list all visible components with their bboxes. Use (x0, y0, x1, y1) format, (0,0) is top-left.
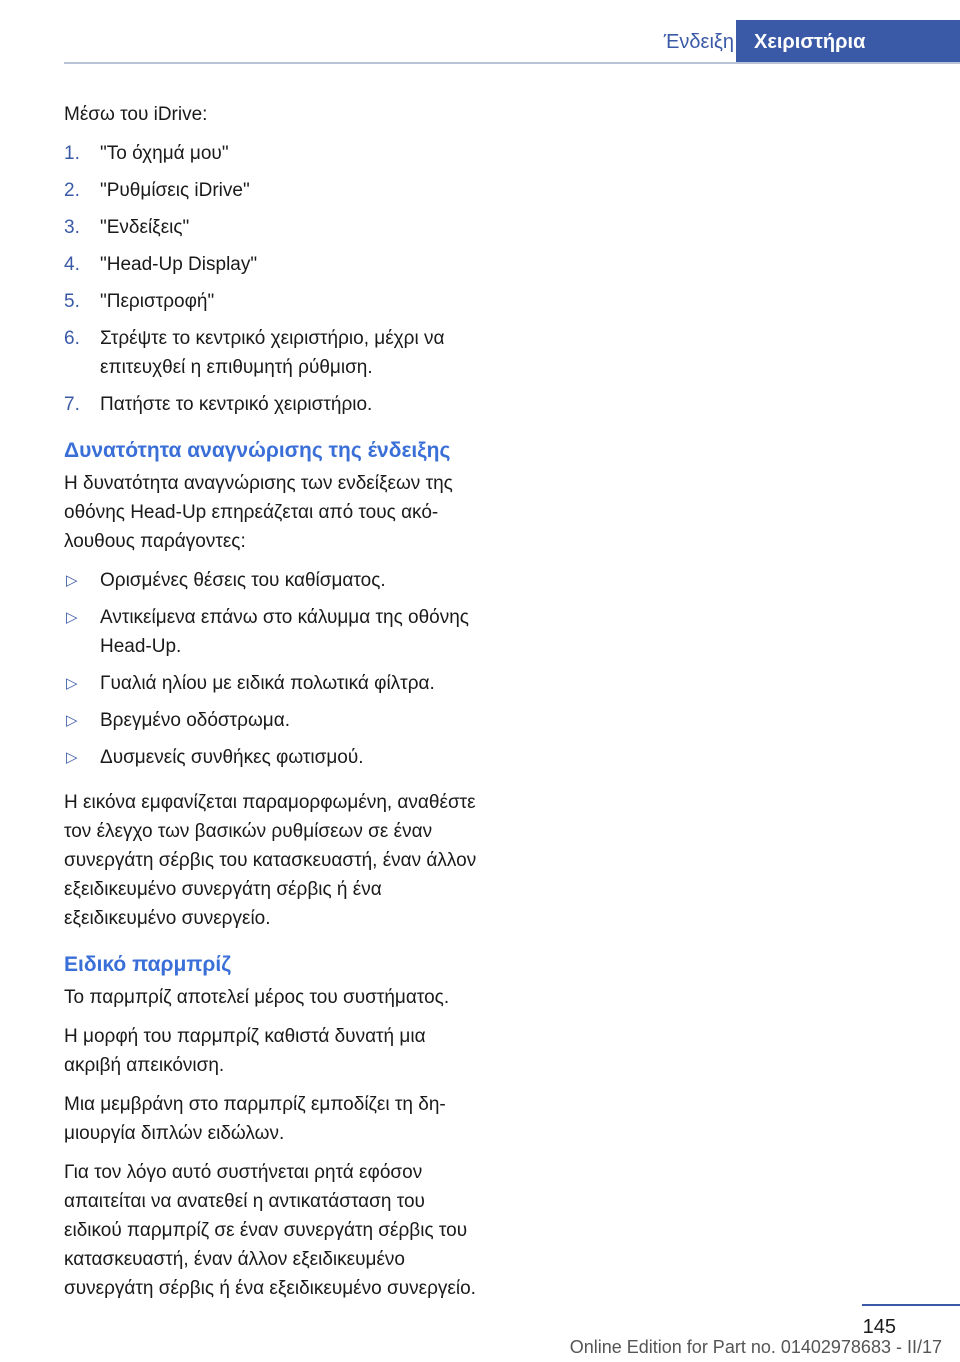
step-item (64, 287, 484, 316)
main-content (64, 100, 484, 1313)
step-number: 5. (64, 291, 80, 312)
step-number: 1. (64, 143, 80, 164)
section-heading-visibility: Δυνατότητα αναγνώρισης της ένδειξης (64, 439, 451, 462)
paragraph: Μια μεμβράνη στο παρμπρίζ εμποδίζει τη δημιουργία διπλών ειδώλων. (64, 1094, 446, 1144)
footer-edition-text: Online Edition for Part no. 01402978683 - II/17 (569, 1337, 942, 1357)
step-item (64, 176, 484, 205)
step-text: "Ρυθμίσεις iDrive" (100, 180, 250, 201)
section-outro: Η εικόνα εμφανίζεται παραμορφωμένη, αναθέστε τον έλεγχο των βασικών ρυθμίσεων σε έναν συνεργάτη σέρβις του κατασκευαστή, έναν άλλον εξειδικευμένο συνεργάτη σέρβις ή ένα εξειδικευμένο συνεργείο. (64, 792, 477, 929)
list-item-text: Ορισμένες θέσεις του καθίσματος. (100, 570, 386, 591)
step-text: Πατήστε το κεντρικό χειριστήριο. (100, 394, 373, 415)
step-text: "Head-Up Display" (100, 254, 258, 275)
paragraph: Το παρμπρίζ αποτελεί μέρος του συστήματος. (64, 987, 450, 1008)
list-item-text: Βρεγμένο οδόστρωμα. (100, 710, 291, 731)
page-number: 145 (862, 1316, 896, 1338)
steps-list (64, 139, 484, 419)
triangle-bullet-icon: ▷ (66, 609, 78, 626)
step-number: 2. (64, 180, 80, 201)
triangle-bullet-icon: ▷ (66, 749, 78, 766)
triangle-bullet-icon: ▷ (66, 675, 78, 692)
list-item (64, 743, 484, 772)
step-text: "Το όχημά μου" (100, 143, 229, 164)
step-text: "Ενδείξεις" (100, 217, 190, 238)
step-number: 3. (64, 217, 80, 238)
triangle-bullet-icon: ▷ (66, 712, 78, 729)
triangle-bullet-icon: ▷ (66, 572, 78, 589)
step-text: "Περιστροφή" (100, 291, 215, 312)
list-item-text: Αντικείμενα επάνω στο κάλυμμα της οθόνης Head-Up. (100, 607, 469, 657)
list-item-text: Δυσμενείς συνθήκες φωτισμού. (100, 747, 364, 768)
step-item (64, 324, 484, 382)
step-text: Στρέψτε το κεντρικό χειριστήριο, μέχρι να επιτευχθεί η επιθυμητή ρύθμιση. (100, 328, 445, 378)
intro-text: Μέσω του iDrive: (64, 104, 208, 125)
step-item (64, 213, 484, 242)
paragraph: Η μορφή του παρμπρίζ καθιστά δυνατή μια ακριβή απεικόνιση. (64, 1026, 426, 1076)
list-item (64, 603, 484, 661)
list-item (64, 669, 484, 698)
list-item-text: Γυαλιά ηλίου με ειδικά πολωτικά φίλτρα. (100, 673, 435, 694)
page-header (64, 20, 960, 64)
chapter-tab[interactable]: Χειριστήρια (736, 20, 960, 62)
list-item (64, 706, 484, 735)
step-number: 4. (64, 254, 80, 275)
step-number: 6. (64, 328, 80, 349)
paragraph: Για τον λόγο αυτό συστήνεται ρητά εφόσον απαιτείται να ανατεθεί η αντικατάσταση του ειδικού παρμπρίζ σε έναν συνεργάτη σέρβις του κατασκευαστή, έναν άλλον εξειδικευμένο συνεργάτη σέρβις ή ένα εξειδικευμένο συνεργείο. (64, 1162, 476, 1299)
page-number-divider (862, 1304, 960, 1306)
step-item (64, 139, 484, 168)
section-heading-windshield: Ειδικό παρμπρίζ (64, 953, 231, 976)
factors-list (64, 566, 484, 772)
section-tab[interactable]: Ένδειξη (663, 31, 734, 53)
step-item (64, 390, 484, 419)
section-intro: Η δυνατότητα αναγνώρισης των ενδείξεων της οθόνης Head-Up επηρεάζεται από τους ακόλουθους παράγοντες: (64, 473, 453, 552)
list-item (64, 566, 484, 595)
step-number: 7. (64, 394, 80, 415)
step-item (64, 250, 484, 279)
